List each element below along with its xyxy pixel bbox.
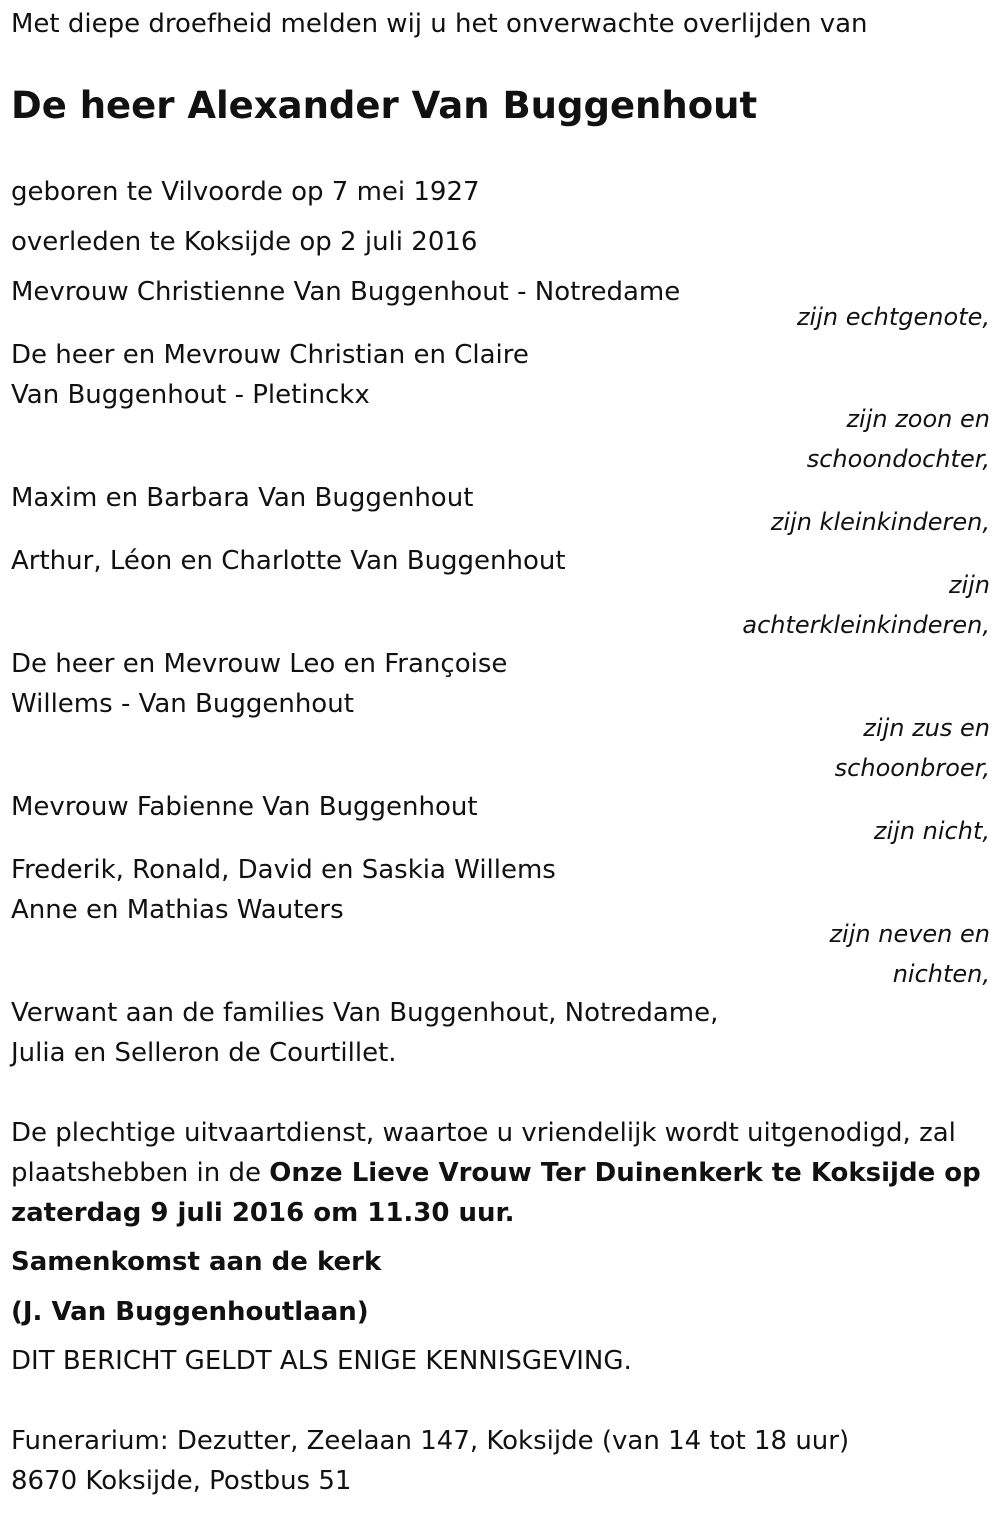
service-line [11,1153,981,1193]
mourner-name-line: Arthur, Léon en Charlotte Van Buggenhout [11,546,566,576]
mourner-relation: zijn zoon en [846,405,990,433]
families-line: Verwant aan de families Van Buggenhout, Notredame, [11,998,719,1028]
service-line: De plechtige uitvaartdienst, waartoe u vriendelijk wordt uitgenodigd, zal [11,1118,956,1148]
mourner-name-line: De heer en Mevrouw Christian en Claire [11,340,529,370]
mourner-relation: schoondochter, [806,445,990,473]
funeral-home-line: 8670 Koksijde, Postbus 51 [11,1466,352,1496]
service-text: plaatshebben in de [11,1158,270,1188]
mourner-name-line: Anne en Mathias Wauters [11,895,344,925]
mourner-name-line: Frederik, Ronald, David en Saskia Willems [11,855,556,885]
mourner-name-line: De heer en Mevrouw Leo en Françoise [11,649,508,679]
mourner-relation: zijn nicht, [873,817,990,845]
mourner-name-line: Maxim en Barbara Van Buggenhout [11,483,474,513]
death-line: overleden te Koksijde op 2 juli 2016 [11,227,478,257]
mourner-relation: zijn zus en [863,714,990,742]
funeral-home-line: Funerarium: Dezutter, Zeelaan 147, Koksijde (van 14 tot 18 uur) [11,1426,850,1456]
mourner-relation: zijn neven en [829,920,990,948]
mourner-relation: zijn [948,571,990,599]
mourner-relation: nichten, [892,960,990,988]
mourner-name-line: Van Buggenhout - Pletinckx [11,380,370,410]
intro-text: Met diepe droefheid melden wij u het onverwachte overlijden van [11,9,868,39]
gathering-line: Samenkomst aan de kerk [11,1247,382,1277]
deceased-name: De heer Alexander Van Buggenhout [11,84,758,127]
mourner-relation: achterkleinkinderen, [742,611,990,639]
mourner-relation: zijn kleinkinderen, [770,508,990,536]
gathering-address: (J. Van Buggenhoutlaan) [11,1297,369,1327]
mourner-relation: schoonbroer, [834,754,990,782]
mourner-name-line: Mevrouw Fabienne Van Buggenhout [11,792,478,822]
mourner-name-line: Mevrouw Christienne Van Buggenhout - Notredame [11,277,681,307]
service-location: Onze Lieve Vrouw Ter Duinenkerk te Koksijde op [269,1158,981,1188]
families-line: Julia en Selleron de Courtillet. [11,1038,397,1068]
mourner-name-line: Willems - Van Buggenhout [11,689,354,719]
service-date: zaterdag 9 juli 2016 om 11.30 uur. [11,1198,515,1228]
mourner-relation: zijn echtgenote, [796,303,990,331]
birth-line: geboren te Vilvoorde op 7 mei 1927 [11,177,480,207]
notice-line: DIT BERICHT GELDT ALS ENIGE KENNISGEVING. [11,1346,632,1376]
